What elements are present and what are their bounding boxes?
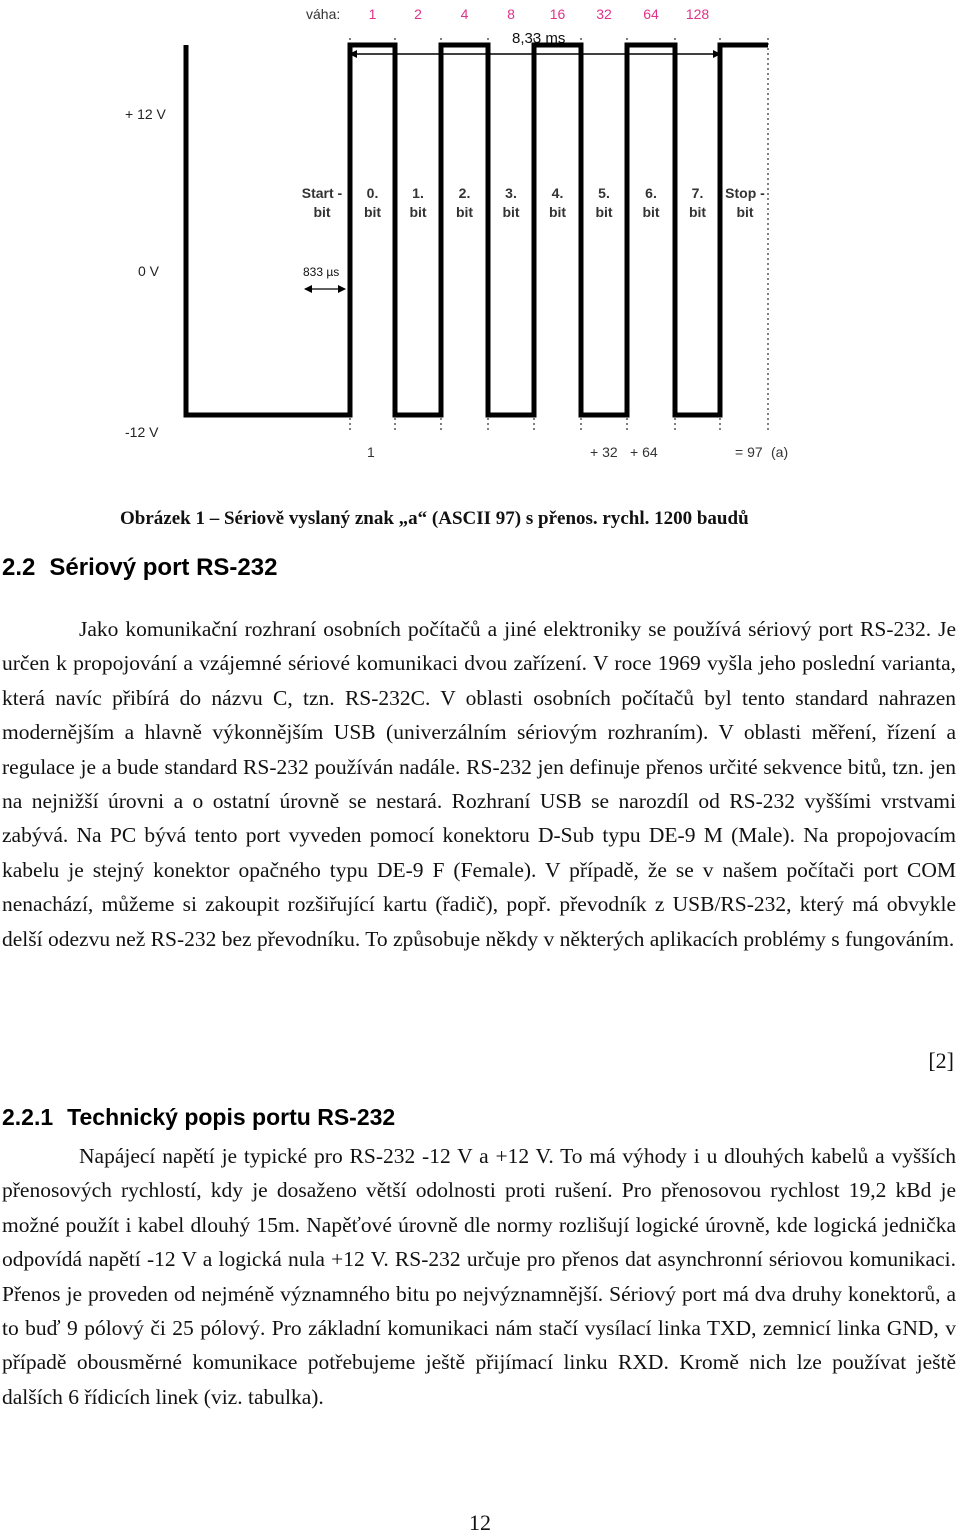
data-bit-7-label-line2: bit <box>688 204 707 220</box>
section-paragraph: Jako komunikační rozhraní osobních počítačů a jiné elektroniky se používá sériový port RS-232. Je určen k propojování a vzájemné sériové komunikaci dvou zařízení. V roce 1969 vyšla jeho poslední varianta, která navíc přibírá do názvu C, tzn. RS-232C. V oblasti osobních počítačů byl tento standard nahrazen modernějším a hlavně výkonnějším USB (univerzálním sériovým rozhraním). V oblasti měření, řízení a regulace je a bude standard RS-232 používán nadále. RS-232 jen definuje přenos určité sekvence bitů, tzn. jen na nejnižší úrovni a o ostatní úrovně se nestará. Rozhraní USB se narozdíl od RS-232 vyššími vrstvami zabývá. Na PC bývá tento port vyveden pomocí konektoru D-Sub typu DE-9 M (Male). Na propojovacím kabelu je stejný konektor opačného typu DE-9 F (Female). V případě, že se v našem počítači port COM nenachází, můžeme si zakoupit rozšiřující kartu (řadič), popř. převodník z USB/RS-232, který má obvykle delší odezvu než RS-232 bez převodníku. To způsobuje někdy v některých aplikacích problémy s fungováním. <box>2 617 956 951</box>
sum-label-32: + 32 <box>590 444 618 460</box>
rs232-timing-diagram <box>0 0 960 500</box>
weights-label: váha: <box>306 6 341 22</box>
sum-label-1: 1 <box>367 444 375 460</box>
weight-64: 64 <box>643 6 659 22</box>
subsection-title: Technický popis portu RS-232 <box>67 1104 396 1130</box>
weight-16: 16 <box>549 6 566 22</box>
data-bit-0-label-line1: 0. <box>366 185 379 201</box>
data-bit-6-label-line1: 6. <box>645 185 657 201</box>
data-bit-0-label-line2: bit <box>363 204 382 220</box>
data-bit-3-label-line2: bit <box>502 204 520 220</box>
stop-bit-label-line1: Stop - <box>725 185 765 201</box>
data-bit-1-label-line2: bit <box>409 204 427 220</box>
weight-8: 8 <box>507 6 515 22</box>
subsection-paragraph: Napájecí napětí je typické pro RS-232 -12 V a +12 V. To má výhody i u dlouhých kabelů a vyšších přenosových rychlostí, kdy je dosaženo větší odolnosti proti rušení. Pro přenosovou rychlost 19,2 kBd je možné použít i kabel dlouhý 15m. Napěťové úrovně dle normy rozlišují logické úrovně, kde logická jednička odpovídá napětí -12 V a logická nula +12 V. RS-232 určuje pro přenos dat asynchronní sériovou komunikaci. Přenos je proveden od nejméně významného bitu po nejvýznamnější. Sériový port má dva druhy konektorů, a to buď 9 pólový či 25 pólový. Pro základní komunikaci nám stačí vysílací linka TXD, zemnicí linka GND, v případě obousměrné komunikace potřebujeme ještě přijímací linku RXD. Kromě nich lze používat ještě dalších 6 řídicích linek (viz. tabulka). <box>2 1144 956 1409</box>
voltage-label-plus12: + 12 V <box>125 106 166 122</box>
stop-bit-label-line2: bit <box>736 204 754 220</box>
data-bit-5-label-line1: 5. <box>598 185 610 201</box>
section-number: 2.2 <box>2 554 36 581</box>
weight-128: 128 <box>685 6 710 22</box>
data-bit-2-label-line1: 2. <box>458 185 471 201</box>
bit-width-label: 833 µs <box>303 265 340 279</box>
data-bit-5-label-line2: bit <box>595 204 613 220</box>
voltage-label-minus12: -12 V <box>125 424 159 440</box>
figure-caption: Obrázek 1 – Sériově vyslaný znak „a“ (ASCII 97) s přenos. rychl. 1200 baudů <box>120 508 749 529</box>
subsection-number: 2.2.1 <box>2 1104 54 1130</box>
data-bit-2-label-line2: bit <box>455 204 474 220</box>
section-title: Sériový port RS-232 <box>49 554 278 581</box>
data-bit-7-label-line1: 7. <box>691 185 704 201</box>
page-number: 12 <box>469 1510 491 1535</box>
reference-marker: [2] <box>928 1048 954 1073</box>
weight-32: 32 <box>596 6 612 22</box>
bit-boundaries <box>350 38 768 432</box>
signal-waveform <box>186 45 768 415</box>
weight-4: 4 <box>460 6 469 22</box>
sum-label-char: (a) <box>771 444 789 460</box>
voltage-label-zero: 0 V <box>138 263 160 279</box>
start-bit-label-line2: bit <box>313 204 331 220</box>
data-bit-1-label-line1: 1. <box>412 185 424 201</box>
data-bit-4-label-line1: 4. <box>551 185 564 201</box>
section-heading <box>2 554 277 582</box>
data-bit-4-label-line2: bit <box>548 204 567 220</box>
start-bit-label-line1: Start - <box>301 185 343 201</box>
duration-label: 8,33 ms <box>512 30 566 47</box>
data-bit-6-label-line2: bit <box>642 204 660 220</box>
sum-label-97: = 97 <box>735 444 763 460</box>
weight-1: 1 <box>368 6 377 22</box>
subsection-heading <box>2 1104 395 1131</box>
sum-label-64: + 64 <box>630 444 658 460</box>
data-bit-3-label-line1: 3. <box>505 185 517 201</box>
bit-weights <box>369 6 710 22</box>
weight-2: 2 <box>414 6 422 22</box>
